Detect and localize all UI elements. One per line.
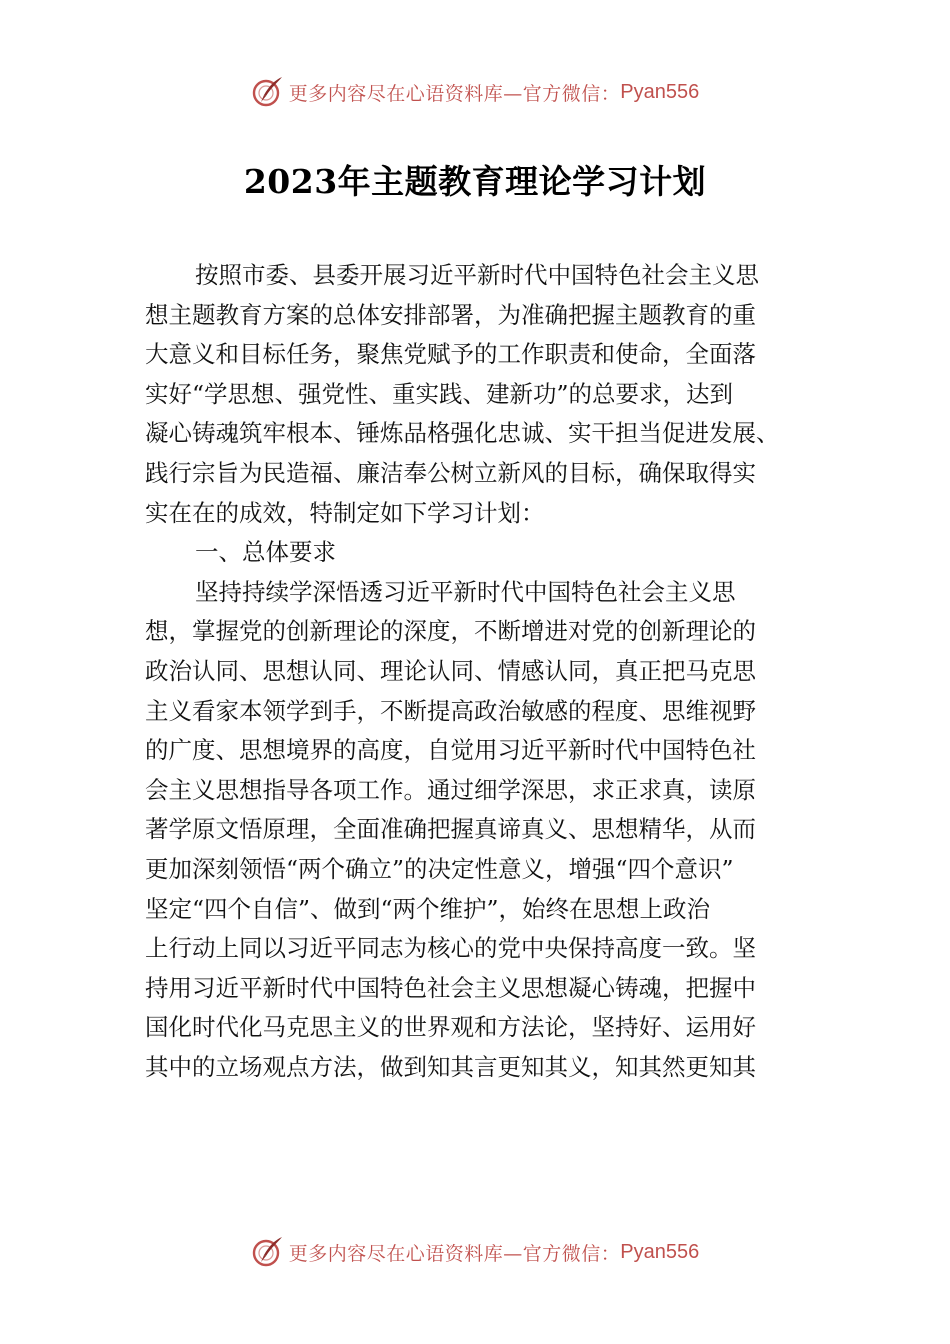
header-wechat-id: Pyan556	[620, 80, 700, 103]
footer-wechat-id: Pyan556	[620, 1240, 700, 1263]
paragraph-line: 会主义思想指导各项工作。通过细学深思，求正求真，读原	[145, 775, 756, 804]
paragraph-line: 政治认同、思想认同、理论认同、情感认同，真正把马克思	[145, 656, 756, 685]
paragraph-line: 按照市委、县委开展习近平新时代中国特色社会主义思	[195, 261, 759, 289]
paragraph-line: 更加深刻领悟“两个确立”的决定性意义，增强“四个意识”	[145, 854, 734, 883]
footer-text: 更多内容尽在心语资料库—官方微信：	[288, 1242, 621, 1265]
paragraph-line: 的广度、思想境界的高度，自觉用习近平新时代中国特色社	[145, 736, 756, 765]
paragraph-line: 持用习近平新时代中国特色社会主义思想凝心铸魂，把握中	[145, 973, 756, 1002]
paragraph-line: 上行动上同以习近平同志为核心的党中央保持高度一致。坚	[145, 934, 756, 963]
paragraph-line: 坚定“四个自信”、做到“两个维护”，始终在思想上政治	[145, 894, 711, 923]
paragraph-line: 凝心铸魂筑牢根本、锤炼品格强化忠诚、实干担当促进发展、	[145, 419, 780, 448]
paragraph-line: 想，掌握党的创新理论的深度，不断增进对党的创新理论的	[145, 617, 756, 646]
paragraph-line: 著学原文悟原理，全面准确把握真谛真义、思想精华，从而	[145, 815, 756, 844]
quill-logo-icon	[251, 1235, 285, 1269]
document-title: 2023年主题教育理论学习计划	[243, 162, 707, 201]
paragraph-line: 践行宗旨为民造福、廉洁奉公树立新风的目标，确保取得实	[145, 458, 756, 487]
footer-banner	[0, 1232, 950, 1272]
paragraph-line: 想主题教育方案的总体安排部署，为准确把握主题教育的重	[145, 300, 756, 329]
paragraph-line: 实在在的成效，特制定如下学习计划：	[145, 498, 545, 527]
paragraph-line: 其中的立场观点方法，做到知其言更知其义，知其然更知其	[145, 1052, 756, 1081]
header-banner	[0, 72, 950, 112]
paragraph-line: 大意义和目标任务，聚焦党赋予的工作职责和使命，全面落	[145, 340, 756, 369]
section-heading: 一、总体要求	[195, 538, 336, 567]
document-body	[145, 256, 815, 1087]
paragraph-line: 坚持持续学深悟透习近平新时代中国特色社会主义思	[195, 577, 736, 606]
paragraph-line: 国化时代化马克思主义的世界观和方法论，坚持好、运用好	[145, 1013, 756, 1042]
paragraph-line: 实好“学思想、强党性、重实践、建新功”的总要求，达到	[145, 379, 734, 408]
paragraph-line: 主义看家本领学到手，不断提高政治敏感的程度、思维视野	[145, 696, 756, 725]
quill-logo-icon	[251, 75, 285, 109]
header-text: 更多内容尽在心语资料库—官方微信：	[288, 82, 621, 105]
